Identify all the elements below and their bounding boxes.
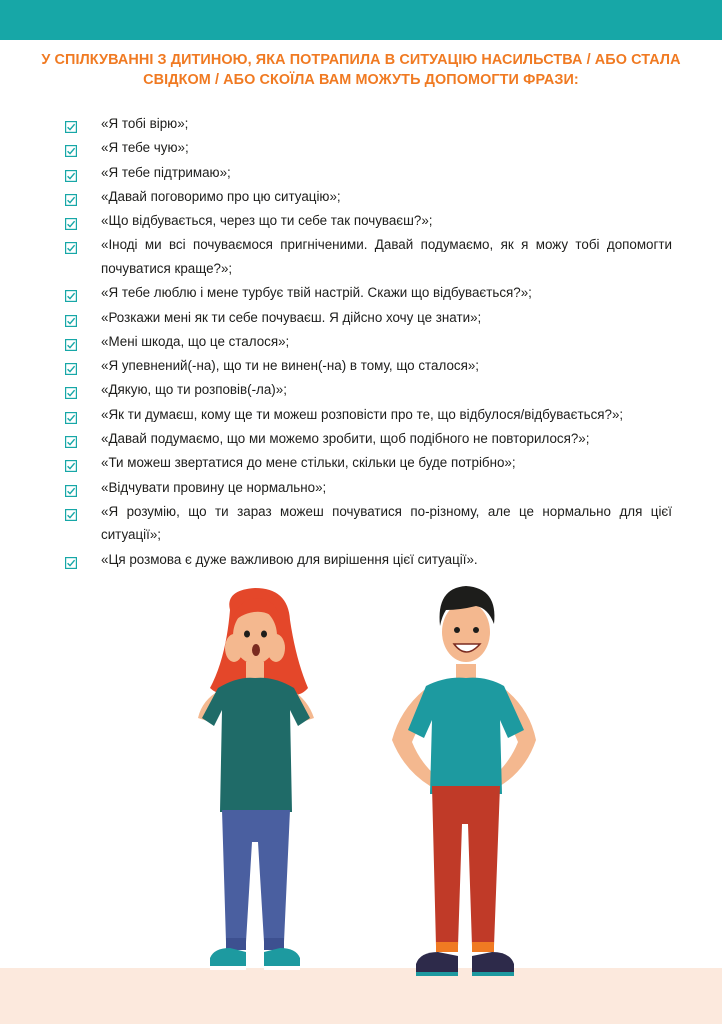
checked-box-icon [65,481,77,493]
phrase-text: «Я розумію, що ти зараз можеш почуватися по-різному, але це нормально для цієї ситуації»; [101,503,672,543]
list-item [60,306,672,330]
phrase-text: «Як ти думаєш, кому ще ти можеш розповісти про те, що відбулося/відбувається?»; [101,406,624,422]
checked-box-icon [65,166,77,178]
phrase-text: «Ця розмова є дуже важливою для вирішення цієї ситуації». [101,551,478,567]
list-item [60,330,672,354]
checked-box-icon [65,141,77,153]
phrase-text: «Я тебе люблю і мене турбує твій настрій. Скажи що відбувається?»; [101,285,532,301]
checked-box-icon [65,456,77,468]
list-item [60,281,672,305]
checked-box-icon [65,238,77,250]
list-item [60,548,672,572]
list-item [60,136,672,160]
checked-box-icon [65,335,77,347]
list-item [60,233,672,280]
phrase-text: «Розкажи мені як ти себе почуваєш. Я дійсно хочу це знати»; [101,309,482,325]
checked-box-icon [65,408,77,420]
list-item [60,427,672,451]
checked-box-icon [65,359,77,371]
top-color-band [0,0,722,40]
phrase-text: «Я тебе чую»; [101,140,189,156]
phrase-text: «Я упевнений(-на), що ти не винен(-на) в тому, що сталося»; [101,358,480,374]
phrase-text: «Я тобі вірю»; [101,116,189,131]
phrase-text: «Відчувати провину це нормально»; [101,479,327,495]
phrase-text: «Мені шкода, що це сталося»; [101,333,290,349]
list-item [60,209,672,233]
phrase-text: «Давай поговоримо про цю ситуацію»; [101,188,341,204]
checked-box-icon [65,505,77,517]
checked-box-icon [65,553,77,565]
bottom-color-band [0,968,722,1024]
checked-box-icon [65,117,77,129]
list-item [60,112,672,136]
checked-box-icon [65,286,77,298]
page-title: У СПІЛКУВАННІ З ДИТИНОЮ, ЯКА ПОТРАПИЛА В СИТУАЦІЮ НАСИЛЬСТВА / АБО СТАЛА СВІДКОМ / АБО СКОЇЛА ВАМ МОЖУТЬ ДОПОМОГТИ ФРАЗИ: [41,52,681,88]
phrase-text: «Що відбувається, через що ти себе так почуваєш?»; [101,213,433,229]
checked-box-icon [65,432,77,444]
list-item [60,451,672,475]
phrase-text: «Давай подумаємо, що ми можемо зробити, щоб подібного не повторилося?»; [101,431,590,447]
boy-illustration [380,580,550,992]
checked-box-icon [65,190,77,202]
list-item [60,354,672,378]
phrase-text: «Іноді ми всі почуваємося пригніченими. Давай подумаємо, як я можу тобі допомогти почуватися краще?»; [101,237,672,276]
phrase-text: «Дякую, що ти розповів(-ла)»; [101,382,287,398]
list-item [60,378,672,402]
phrase-text: «Я тебе підтримаю»; [101,164,231,180]
list-item [60,476,672,500]
list-item [60,161,672,185]
list-item [60,500,672,547]
checked-box-icon [65,214,77,226]
checked-box-icon [65,311,77,323]
phrase-text: «Ти можеш звертатися до мене стільки, скільки це буде потрібно»; [101,455,516,471]
list-item [60,403,672,427]
checked-box-icon [65,383,77,395]
phrase-list [60,112,672,572]
list-item [60,185,672,209]
girl-illustration [180,580,330,992]
